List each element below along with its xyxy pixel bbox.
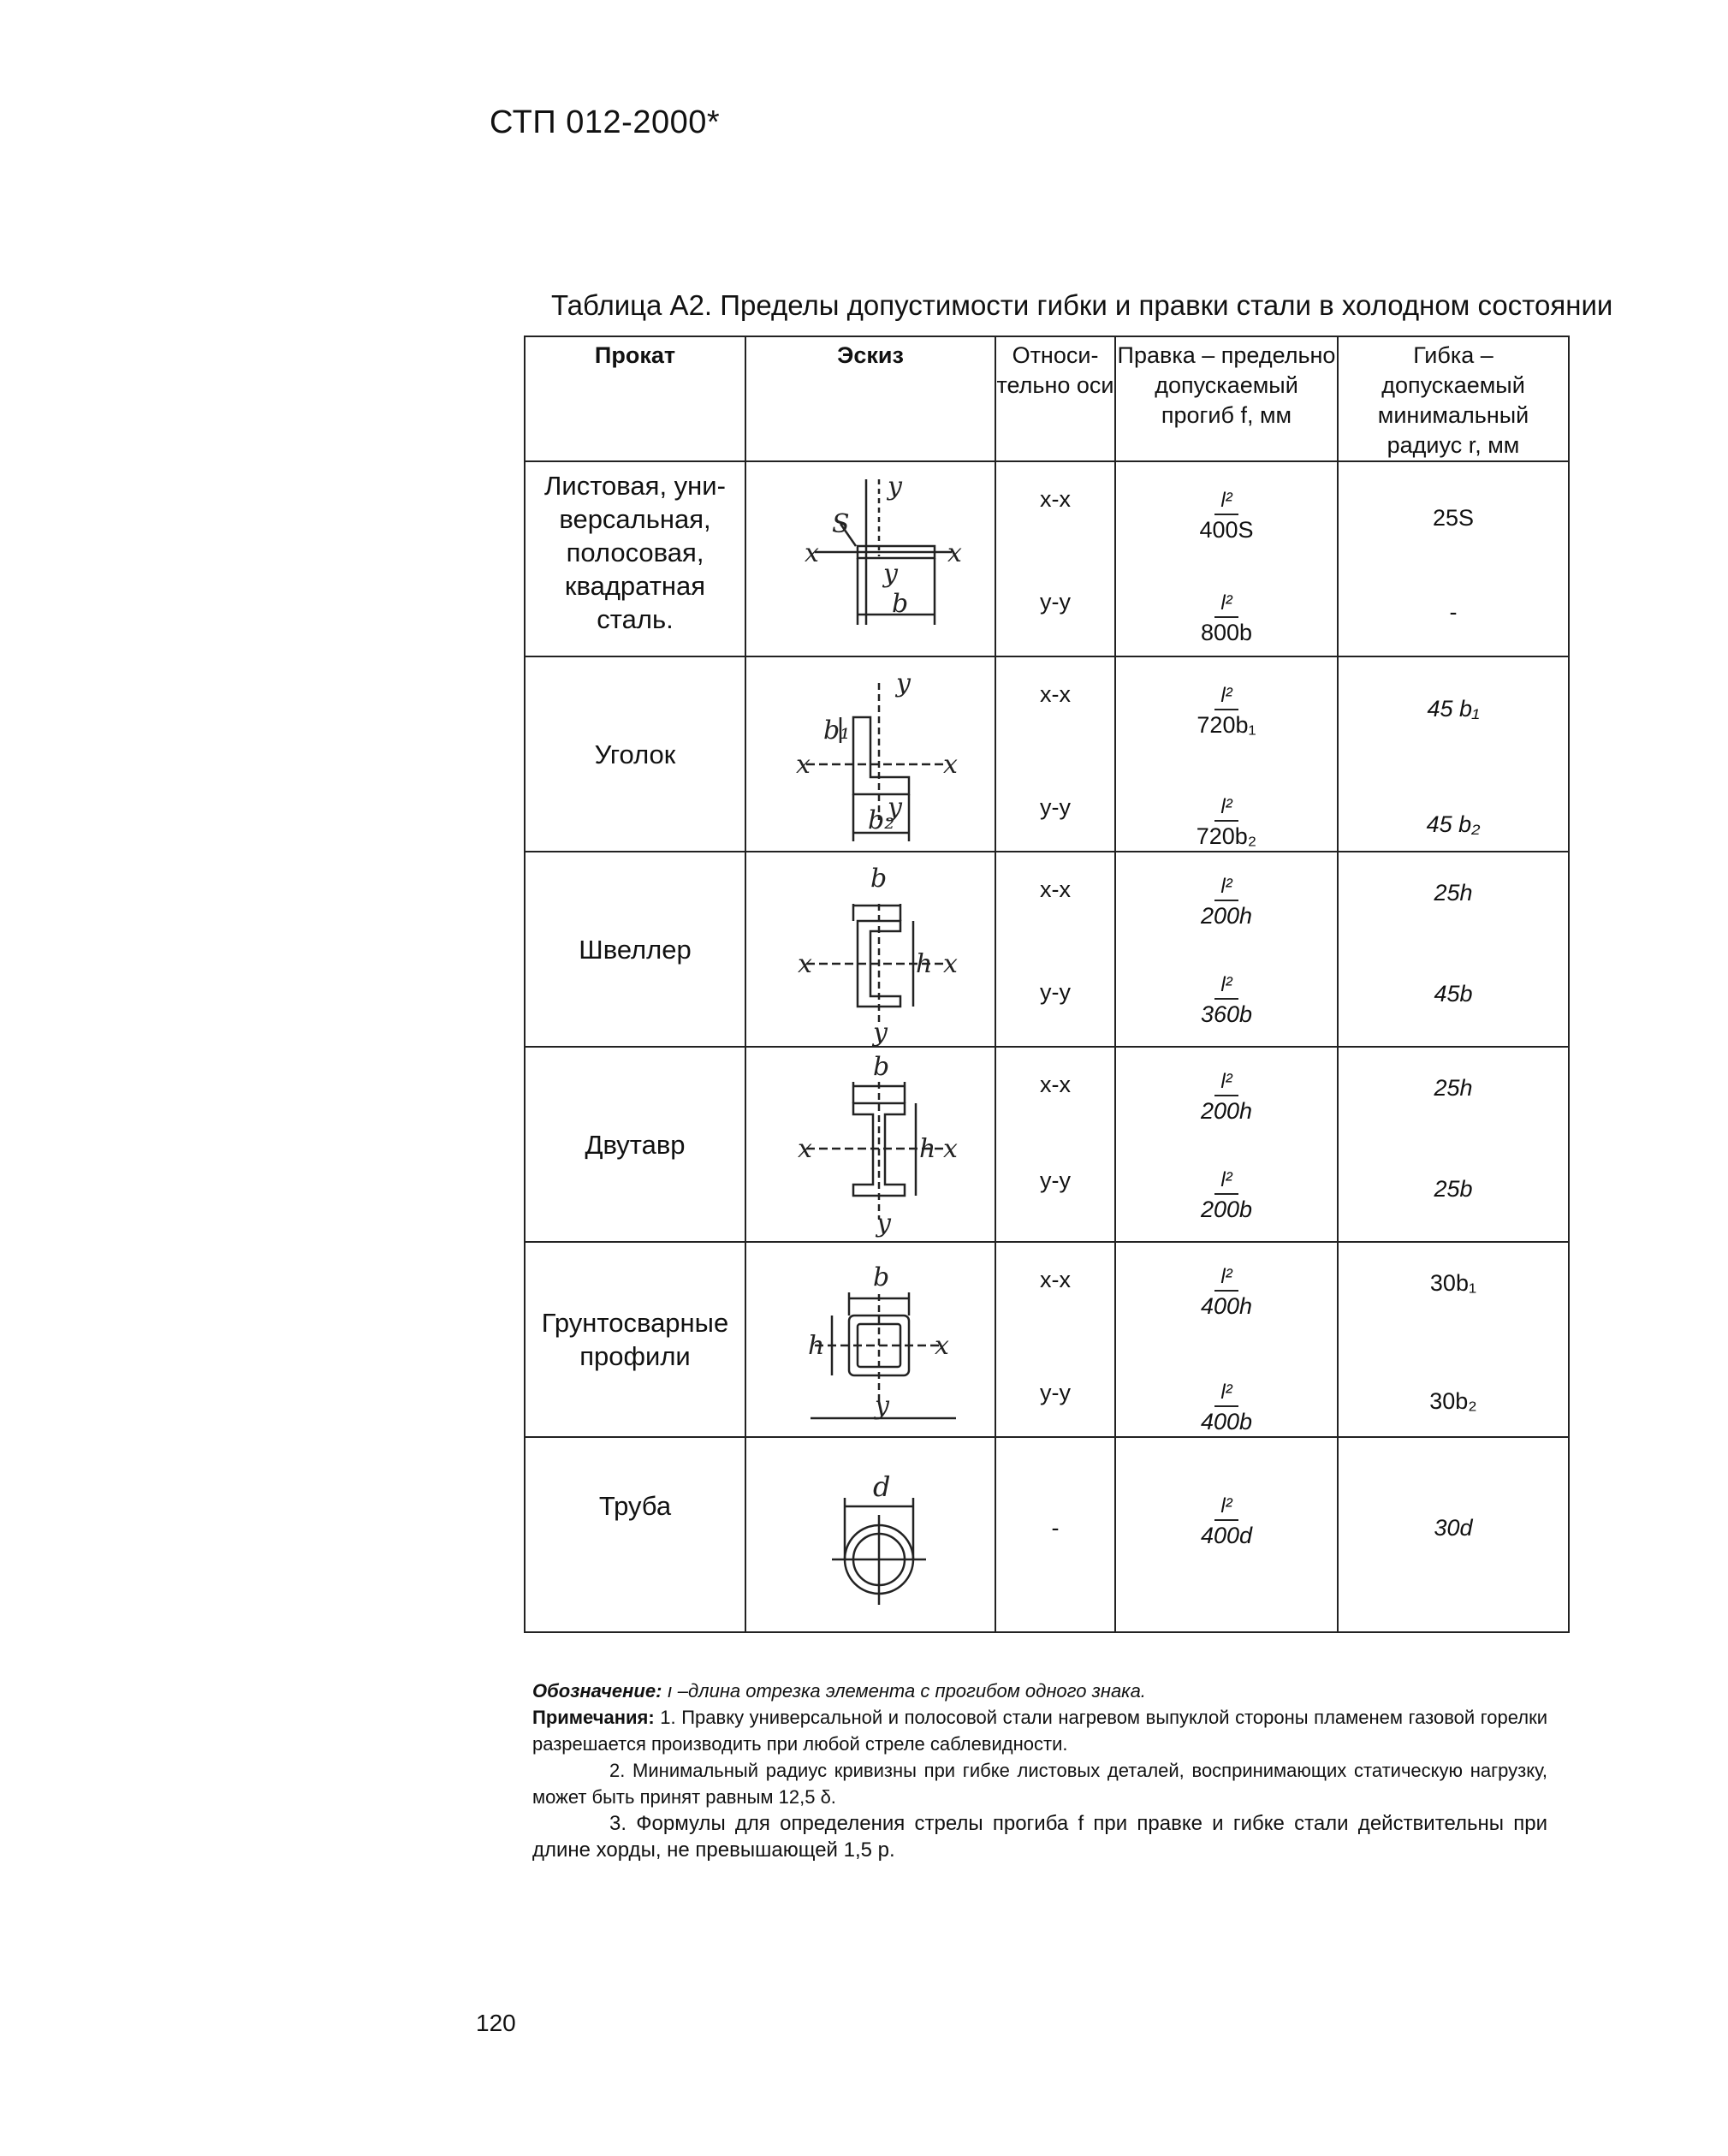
svg-text:y: y — [888, 472, 902, 502]
svg-text:h: h — [808, 1331, 825, 1361]
header-gibka: Гибка – допускаемый минимальный радиус r, мм — [1338, 336, 1569, 461]
table-header-row — [525, 336, 1569, 461]
axis-label: x-x — [1040, 486, 1071, 512]
axis-label: x-x — [1040, 681, 1071, 707]
table-row — [525, 1242, 1569, 1437]
deflection-formula: l² 720b₂ — [1196, 795, 1257, 849]
prokat-name: Грунтосварные профили — [541, 1308, 729, 1371]
table-row — [525, 1437, 1569, 1632]
flat-bar-section-icon — [772, 462, 969, 656]
prokat-name: Листовая, уни-версальная, полосовая, квадратная сталь. — [544, 471, 726, 634]
deflection-formula: l² 200h — [1200, 875, 1253, 929]
axis-label: - — [1051, 1515, 1060, 1541]
header-prokat: Прокат — [525, 336, 745, 461]
channel-section-icon — [772, 852, 969, 1046]
axis-label: y-y — [1040, 589, 1071, 615]
table-caption: Таблица А2. Пределы допустимости гибки и правки стали в холодном состоянии — [551, 289, 1613, 321]
deflection-formula: l² 400d — [1200, 1494, 1253, 1548]
svg-text:x: x — [798, 1134, 812, 1164]
pipe-section-icon — [772, 1438, 969, 1631]
bend-radius: 30b₁ — [1429, 1270, 1477, 1296]
svg-text:b₁: b₁ — [823, 716, 851, 745]
bend-radius: 25S — [1432, 505, 1475, 531]
svg-text:x: x — [943, 1134, 958, 1164]
deflection-formula: l² 200h — [1200, 1070, 1253, 1124]
axis-label: x-x — [1040, 1267, 1071, 1292]
svg-text:d: d — [873, 1470, 891, 1503]
note-2: 2. Минимальный радиус кривизны при гибке листовых деталей, воспринимающих статическую нагрузку, может быть принят равным 12,5 δ. — [532, 1760, 1547, 1808]
bend-radius: 25h — [1434, 880, 1473, 906]
i-beam-section-icon — [772, 1048, 969, 1241]
bending-limits-table — [524, 336, 1570, 1633]
angle-section-icon — [772, 657, 969, 851]
designation-line: Обозначение: ı –длина отрезка элемента с прогибом одного знака. — [532, 1680, 1146, 1702]
svg-text:y: y — [896, 668, 911, 698]
bend-radius: 45 b₁ — [1427, 696, 1480, 722]
page-number: 120 — [476, 2010, 516, 2036]
svg-text:x: x — [947, 538, 962, 568]
notes-section — [532, 1678, 1547, 1863]
header-axis: Относи-тельно оси — [995, 336, 1115, 461]
svg-text:y: y — [883, 559, 898, 589]
header-pravka: Правка – предельно допускаемый прогиб f, мм — [1115, 336, 1338, 461]
bend-radius: 25b — [1434, 1176, 1473, 1202]
axis-label: y-y — [1040, 794, 1071, 820]
document-code: СТП 012-2000* — [490, 104, 721, 140]
axis-label: y-y — [1040, 979, 1071, 1005]
svg-text:x: x — [943, 949, 958, 979]
deflection-formula: l² 400S — [1199, 489, 1254, 543]
svg-text:S: S — [832, 509, 850, 539]
table-row — [525, 852, 1569, 1047]
bend-radius: 45b — [1434, 981, 1473, 1007]
table-row — [525, 656, 1569, 852]
prokat-name: Двутавр — [585, 1129, 686, 1160]
deflection-formula: l² 400h — [1200, 1265, 1253, 1319]
svg-text:h: h — [916, 949, 933, 979]
svg-text:y: y — [873, 1018, 888, 1046]
table-row — [525, 461, 1569, 656]
box-section-icon — [772, 1243, 969, 1436]
bend-radius: - — [1449, 599, 1458, 625]
svg-text:b₂: b₂ — [868, 805, 895, 835]
svg-text:b: b — [873, 1262, 890, 1292]
header-eskiz: Эскиз — [745, 336, 995, 461]
svg-text:x: x — [796, 750, 811, 780]
svg-text:x: x — [805, 538, 819, 568]
bend-radius: 45 b₂ — [1426, 811, 1481, 837]
svg-text:b: b — [873, 1052, 890, 1082]
svg-text:b: b — [870, 864, 888, 894]
prokat-name: Труба — [598, 1491, 672, 1521]
bend-radius: 30d — [1434, 1515, 1473, 1541]
prokat-name: Швеллер — [579, 934, 692, 965]
note-3: 3. Формулы для определения стрелы прогиба f при правке и гибке стали действительны при длине хорды, не превышающей 1,5 р. — [532, 1812, 1547, 1862]
deflection-formula: l² 800b — [1200, 591, 1253, 645]
prokat-name: Уголок — [594, 739, 676, 769]
svg-text:b: b — [892, 589, 909, 619]
svg-text:x: x — [943, 750, 958, 780]
axis-label: x-x — [1040, 1072, 1071, 1097]
note-1: Примечания: 1. Правку универсальной и полосовой стали нагревом выпуклой стороны пламенем газовой горелки разрешается производить при любой стреле саблевидности. — [532, 1707, 1547, 1755]
svg-text:y: y — [875, 1391, 889, 1421]
bend-radius: 25h — [1434, 1075, 1473, 1101]
svg-text:x: x — [935, 1331, 949, 1361]
table-row — [525, 1047, 1569, 1242]
svg-text:x: x — [798, 949, 812, 979]
axis-label: x-x — [1040, 876, 1071, 902]
deflection-formula: l² 360b — [1200, 973, 1253, 1027]
deflection-formula: l² 400b — [1200, 1381, 1253, 1434]
axis-label: y-y — [1040, 1380, 1071, 1405]
deflection-formula: l² 200b — [1200, 1168, 1253, 1222]
deflection-formula: l² 720b₁ — [1197, 684, 1256, 738]
svg-text:y: y — [876, 1209, 891, 1238]
bend-radius: 30b₂ — [1429, 1388, 1477, 1414]
svg-text:y: y — [888, 793, 902, 823]
axis-label: y-y — [1040, 1167, 1071, 1193]
svg-text:h: h — [919, 1134, 936, 1164]
